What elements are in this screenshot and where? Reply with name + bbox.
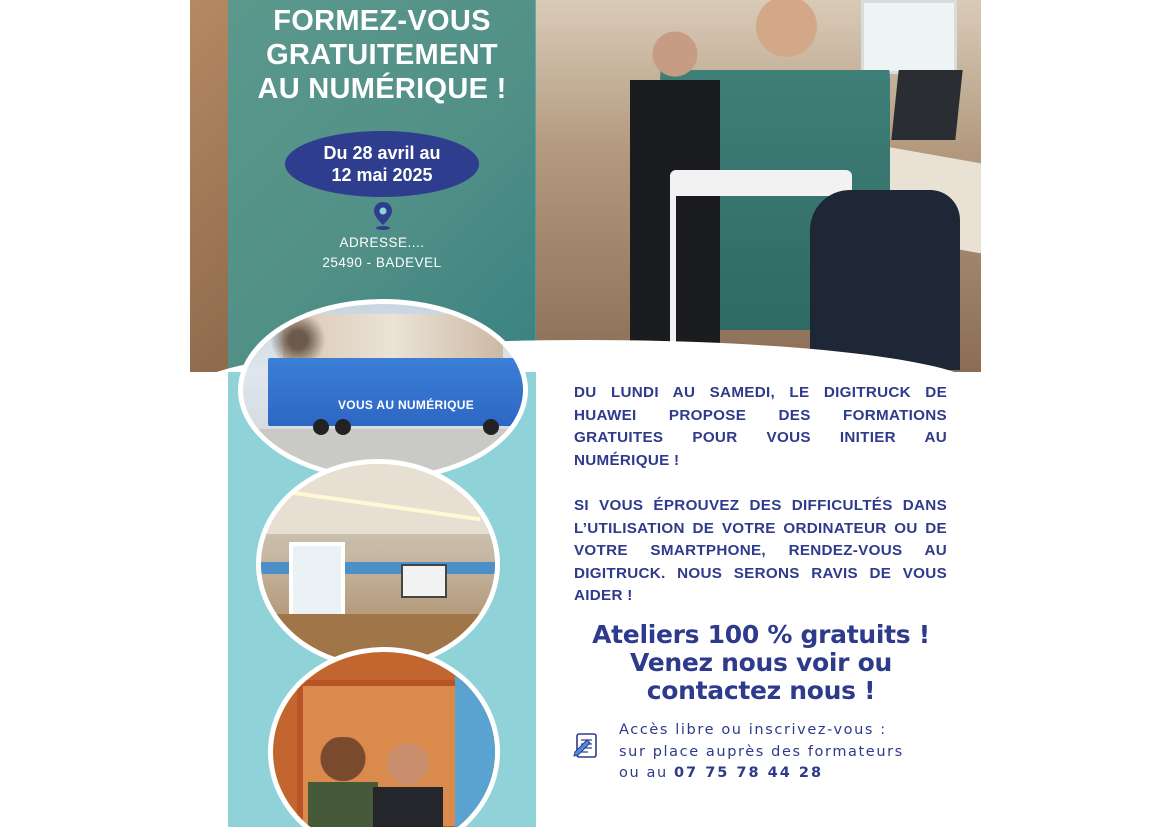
poster [190,0,981,827]
contact-info [619,720,919,785]
address: ADRESSE.... 25490 - BADEVEL [322,235,442,270]
call-to-action: Ateliers 100 % gratuits ! Venez nous voir ou contactez nous ! [592,620,930,705]
digitruck [268,358,523,426]
contact-line-2: sur place auprès des formateurs [619,743,904,760]
contact-line-3: ou au 07 75 78 44 28 [619,765,824,781]
contact-line-1: Accès libre ou inscrivez-vous : [619,722,887,738]
truck-photo [238,299,528,481]
classroom-photo [256,459,500,669]
date-badge: Du 28 avril au 12 mai 2025 [285,131,479,197]
map-pin-icon [372,201,394,231]
notepad-pen-icon [572,730,602,760]
phone-number[interactable]: 07 75 78 44 28 [673,765,824,781]
truck-text: VOUS AU NUMÉRIQUE [338,398,474,412]
hero-title: FORMEZ-VOUS GRATUITEMENT AU NUMÉRIQUE ! [257,5,507,105]
description-paragraph-2: SI VOUS ÉPROUVEZ DES DIFFICULTÉS DANS L’UTILISATION DE VOTRE ORDINATEUR OU DE VOTRE SMARTPHONE, RENDEZ-VOUS AU DIGITRUCK. NOUS SERONS RAVIS DE VOUS AIDER ! [574,497,947,604]
description-paragraph-1: DU LUNDI AU SAMEDI, LE DIGITRUCK DE HUAWEI PROPOSE DES FORMATIONS GRATUITES POUR VOUS INITIER AU NUMÉRIQUE ! [574,384,947,469]
